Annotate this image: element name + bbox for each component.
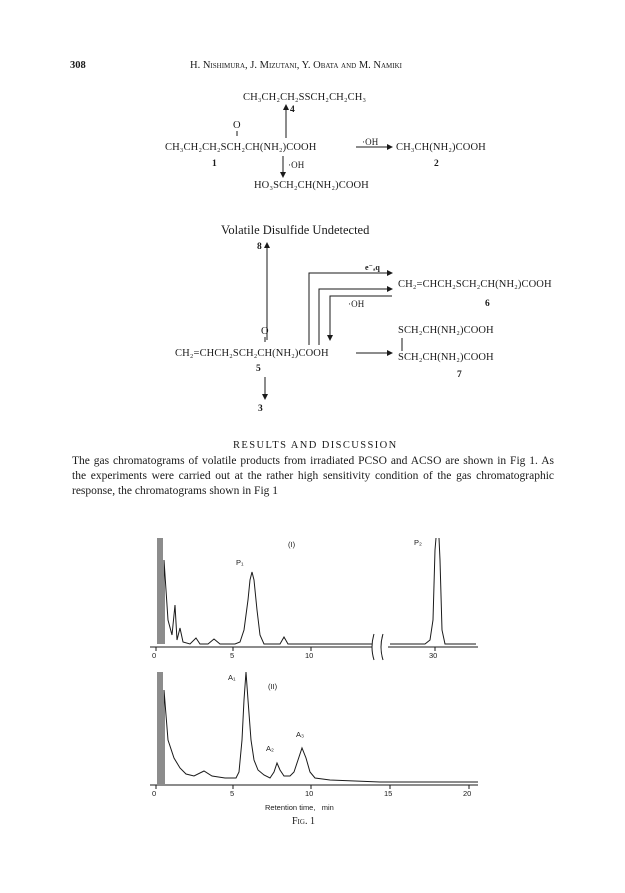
scheme2-product6-number: 6	[485, 299, 490, 309]
scheme2-main-number: 5	[256, 364, 261, 374]
chromatogram-2	[150, 672, 478, 789]
x-axis-title: Retention time, min	[265, 803, 334, 812]
scheme2-bottom-number: 3	[258, 404, 263, 414]
axis1-tick-label-0: 0	[152, 651, 157, 660]
scheme2-oxo: O	[261, 326, 269, 337]
scheme1-arrow-label: ·OH	[362, 137, 379, 147]
scheme1-right-number: 2	[434, 159, 439, 169]
scheme1-left-formula: CH₃CH₂CH₂SCH₂CH(NH₂)COOH	[165, 142, 317, 153]
panel2-label: (II)	[268, 682, 278, 691]
peak-a3-label: A₃	[296, 730, 305, 739]
axis-break-marks	[372, 634, 383, 660]
peak-a2-label: A₂	[266, 744, 274, 753]
scheme2-heading-number: 8	[257, 242, 262, 252]
scheme2-oh-return	[330, 296, 392, 340]
figure-caption: Fig. 1	[292, 816, 315, 827]
peak-p2-label: P₂	[414, 538, 422, 547]
panel1-label: (I)	[288, 540, 296, 549]
scheme2-product7-line2: SCH₂CH(NH₂)COOH	[398, 352, 494, 363]
scheme2-oh-label: ·OH	[348, 299, 365, 309]
axis1-tick-label-30: 30	[429, 651, 438, 660]
page-number: 308	[70, 60, 86, 71]
axis2-tick-label-20: 20	[463, 789, 472, 798]
axis1-tick-label-10: 10	[305, 651, 314, 660]
section-title: RESULTS AND DISCUSSION	[233, 440, 398, 451]
scheme1-left-number: 1	[212, 159, 217, 169]
trace-2-main	[158, 672, 478, 784]
scheme1-arrows	[237, 105, 392, 177]
axis1-tick-label-5: 5	[230, 651, 235, 660]
scheme2-heading: Volatile Disulfide Undetected	[221, 223, 370, 237]
scheme1-down-label: ·OH	[288, 160, 305, 170]
scheme2-product7-number: 7	[457, 370, 462, 380]
trace-1-break-segment	[390, 538, 476, 644]
scheme1-top-number: 4	[290, 105, 295, 115]
scheme2-main-formula: CH₂=CHCH₂SCH₂CH(NH₂)COOH	[175, 348, 329, 359]
scheme1-right-formula: CH₃CH(NH₂)COOH	[396, 142, 486, 153]
trace-1-main	[158, 538, 372, 644]
scheme2-arrows	[265, 243, 402, 399]
scheme2-eaq-label: e⁻ₐq	[365, 263, 380, 272]
chromatogram-1	[150, 538, 478, 660]
peak-a1-label: A₁	[228, 673, 236, 682]
body-paragraph: The gas chromatograms of volatile products from irradiated PCSO and ACSO are shown in Fig 1. As the experiments were carried out at the rather high sensitivity condition of the gas chromatographic response, the chromatograms shown in Fig 1	[72, 455, 554, 497]
axis2-tick-label-10: 10	[305, 789, 314, 798]
scheme2-product7-line1: SCH₂CH(NH₂)COOH	[398, 325, 494, 336]
axis2-tick-label-0: 0	[152, 789, 157, 798]
scheme1-oxo: O	[233, 120, 241, 131]
axis2-tick-label-5: 5	[230, 789, 235, 798]
running-header-authors: H. Nishimura, J. Mizutani, Y. Obata and M. Namiki	[190, 60, 402, 71]
axis2-tick-label-15: 15	[384, 789, 393, 798]
scheme1-top-formula: CH₃CH₂CH₂SSCH₂CH₂CH₃	[243, 92, 367, 103]
peak-p1-label: P₁	[236, 558, 244, 567]
scheme2-product6-formula: CH₂=CHCH₂SCH₂CH(NH₂)COOH	[398, 279, 552, 290]
scheme1-bottom-formula: HO₃SCH₂CH(NH₂)COOH	[254, 180, 369, 191]
scheme2-eaq-route	[309, 273, 392, 345]
